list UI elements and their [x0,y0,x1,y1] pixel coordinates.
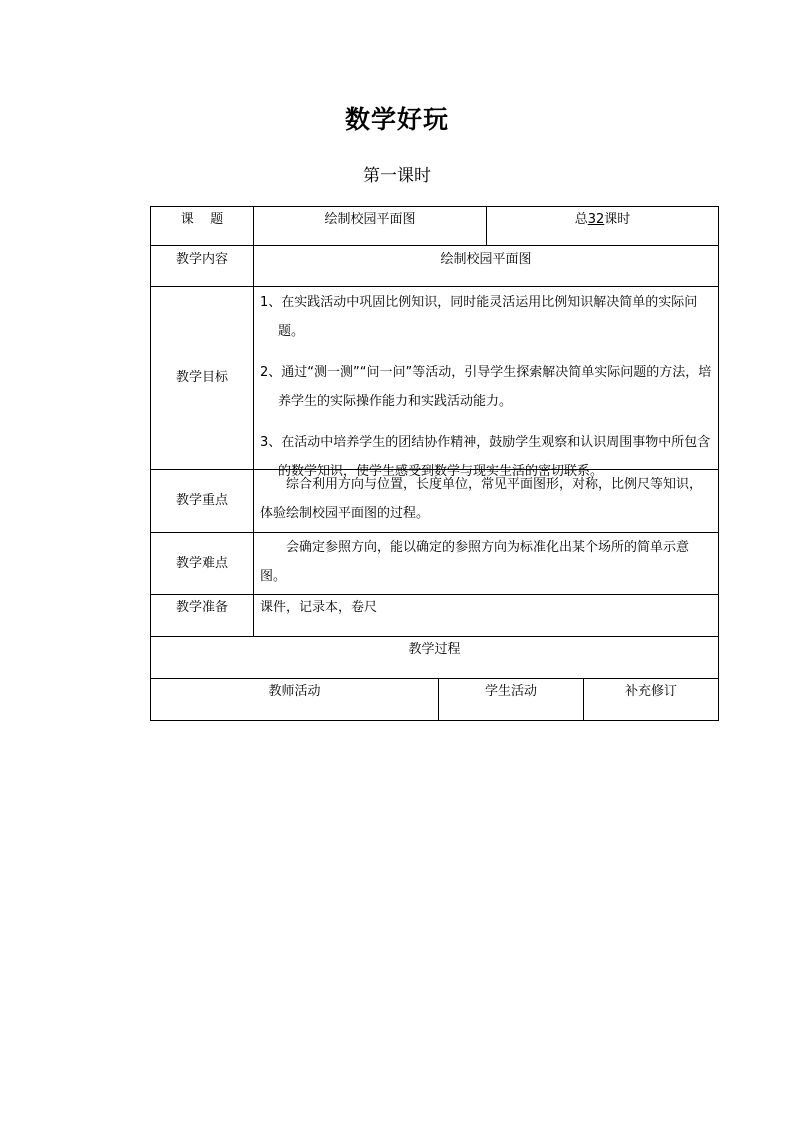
objective-item: 3、在活动中培养学生的团结协作精神，鼓励学生观察和认识周围事物中所包含的数学知识，使学生感受到数学与现实生活的密切联系。 [260,435,711,479]
table-rule [150,636,719,637]
objective-item: 2、通过“测一测”“问一问”等活动，引导学生探索解决简单实际问题的方法，培养学生的实际操作能力和实践活动能力。 [260,365,712,409]
total-prefix: 总 [574,212,588,227]
table-border-bottom [150,720,719,721]
total-lessons [487,211,718,229]
objective-item: 1、在实践活动中巩固比例知识，同时能灵活运用比例知识解决简单的实际问题。 [260,295,698,339]
teacher-activity-header: 教师活动 [268,684,321,699]
table-rule [150,594,719,595]
table-rule [253,206,254,637]
difficulties-label: 教学难点 [175,555,228,571]
lesson-plan-table [150,206,719,721]
student-activity-header: 学生活动 [484,684,537,699]
content-label: 教学内容 [175,252,228,267]
document-title: 数学好玩 [344,105,449,134]
content-value: 绘制校园平面图 [440,252,532,267]
preparation-value: 课件，记录本，卷尺 [260,600,378,615]
difficulties-value: 会确定参照方向，能以确定的参照方向为标准化出某个场所的简单示意图。 [260,540,690,584]
teaching-process-header: 教学过程 [408,642,461,657]
total-number: 32 [587,212,605,227]
topic-value: 绘制校园平面图 [324,212,416,227]
table-rule [150,678,719,679]
objectives-list [260,288,714,486]
preparation-label: 教学准备 [175,600,228,615]
objectives-label: 教学目标 [175,370,228,385]
table-border-right [718,206,719,721]
total-suffix: 课时 [604,212,631,227]
revision-header: 补充修订 [624,684,677,699]
table-rule [150,245,719,246]
key-points-value: 综合利用方向与位置，长度单位，常见平面图形，对称，比例尺等知识，体验绘制校园平面图的过程。 [260,477,703,521]
table-border-top [150,206,719,207]
key-points-label: 教学重点 [175,493,228,508]
topic-label: 课 题 [180,212,224,227]
document-subtitle: 第一课时 [363,166,431,186]
